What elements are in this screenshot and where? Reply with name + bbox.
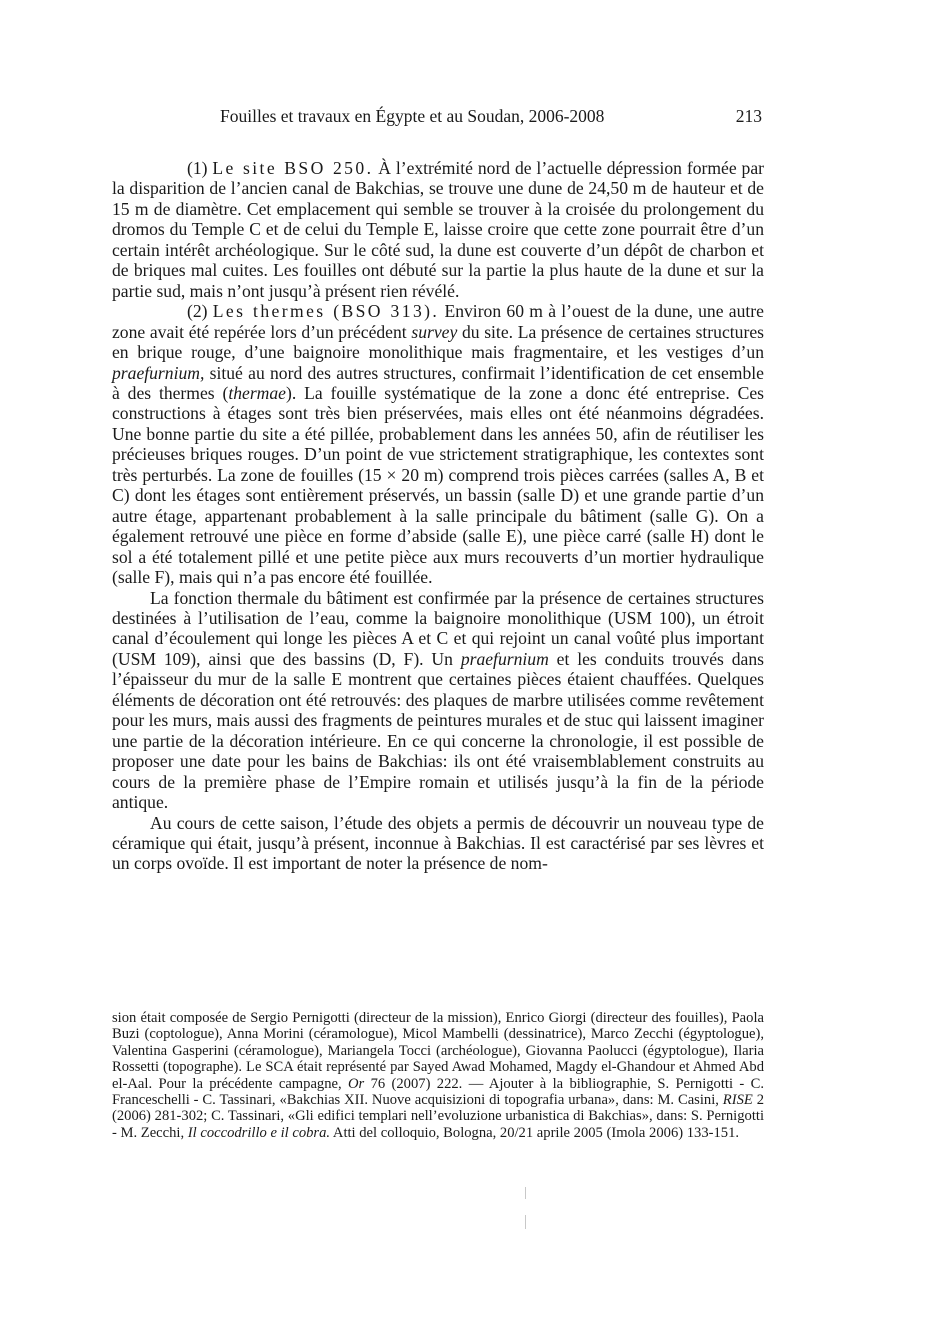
- item-number: (1): [187, 158, 208, 178]
- running-header: [112, 106, 762, 130]
- paragraph-thermes: [112, 301, 764, 587]
- scan-mark: [525, 1187, 526, 1199]
- paragraph-text: du site. La présence de certaines structures en brique rouge, d’une baignoire monolithique mais fragmentaire, et les vestiges d’un: [112, 321, 764, 363]
- paragraph-text: et les conduits trouvés dans l’épaisseur du mur de la salle E montrent que certaines pièces étaient chauffées. Quelques éléments de décoration ont été retrouvés: des plaques de marbre utilisées comme revêtement pour les murs, mais aussi des fragments de peintures murales et de stuc qui laissent imaginer une partie de la décoration intérieure. En ce qui concerne la chronologie, il est possible de proposer une date pour les bains de Bakchias: ils ont été vraisemblablement construits au cours de la première phase de l’Empire romain et utilisés jusqu’à la fin de la période antique.: [112, 648, 764, 813]
- item-number: (2): [187, 301, 208, 322]
- italic-term: Il coccodrillo e il cobra.: [187, 1124, 331, 1141]
- section-heading: Les thermes (BSO 313).: [212, 301, 440, 322]
- italic-term: praefurnium,: [112, 362, 205, 383]
- paragraph-text: situé au nord des autres structures, confirmait l’identification de cet ensemble à des thermes (: [112, 362, 764, 403]
- paragraph-text: Environ 60 m à l’ouest de la dune, une autre zone avait été repérée lors d’un précédent: [112, 301, 764, 342]
- footnote-segment: 2 (2006) 281-302; C. Tassinari, «Gli edifici templari nell’evoluzione urbanistica di Bakchias», dans: S. Pernigotti - M. Zecchi,: [112, 1092, 764, 1141]
- paragraph-text: La fonction thermale du bâtiment est confirmée par la présence de certaines structures destinées à l’utilisation de l’eau, comme la baignoire monolithique (USM 100), un étroit canal d’écoulement qui longe les pièces A et C et qui rejoint un canal voûté plus important (USM 109), ainsi que des bassins (D, F). Un: [112, 587, 764, 669]
- scan-mark: [525, 1215, 526, 1229]
- italic-term: praefurnium: [460, 648, 549, 669]
- footnote-segment: 76 (2007) 222. — Ajouter à la bibliographie, S. Pernigotti - C. Franceschelli - C. Tassinari, «Bakchias XII. Nuove acquisizioni di topografia urbana», dans: M. Casini,: [112, 1075, 764, 1109]
- italic-term: RISE: [722, 1092, 753, 1109]
- paragraph-text: ). La fouille systématique de la zone a donc été entreprise. Ces constructions à étages sont très bien préservées, mais elles ont été néanmoins dégradées. Une bonne partie du site a été pillée, probablement dans les années 50, afin de réutiliser les précieuses briques rouges. D’un point de vue strictement stratigraphique, les contextes sont très perturbés. La zone de fouilles (15 × 20 m) comprend trois pièces carrées (salles A, B et C) dont les étages sont entièrement préservés, un bassin (salle D) et une grande partie d’un autre étage, appartenant probablement à la salle principale du bâtiment (salle G). On a également retrouvé une pièce en forme d’abside (salle E), une pièce carré (salle H) dont le sol a été totalement pillé et une petite pièce aux murs recouverts d’un mortier hydraulique (salle F), mais qui n’a pas encore été fouillée.: [112, 382, 764, 588]
- footnote-text: [112, 1010, 764, 1141]
- running-title: Fouilles et travaux en Égypte et au Soudan, 2006-2008: [220, 106, 605, 126]
- italic-term: Or: [348, 1075, 365, 1092]
- page-number: 213: [735, 106, 762, 126]
- section-heading: Le site BSO 250.: [212, 158, 374, 178]
- paragraph-site-bso-250: [112, 158, 764, 301]
- footnote: [112, 1010, 764, 1141]
- italic-term: survey: [411, 321, 458, 342]
- italic-term: thermae: [228, 382, 286, 403]
- paragraph-ceramique: [112, 813, 764, 874]
- paragraph-text: Au cours de cette saison, l’étude des objets a permis de découvrir un nouveau type de céramique qui était, jusqu’à présent, inconnue à Bakchias. Il est caractérisé par ses lèvres et un corps ovoïde. Il est important de noter la présence de nom-: [112, 812, 764, 874]
- footnote-segment: Atti del colloquio, Bologna, 20/21 aprile 2005 (Imola 2006) 133-151.: [332, 1124, 740, 1141]
- paragraph-text: À l’extrémité nord de l’actuelle dépression formée par la disparition de l’ancien canal de Bakchias, se trouve une dune de 24,50 m de hauteur et de 15 m de diamètre. Cet emplacement qui semble se trouver à la croisée du prolongement du dromos du Temple C et de celui du Temple E, laisse croire que cette zone pourrait être d’un certain intérêt archéologique. Sur le côté sud, la dune est couverte d’un dépôt de charbon et de briques mal cuites. Les fouilles ont débuté sur la partie la plus haute de la dune et sur la partie sud, mais n’ont jusqu’à présent rien révélé.: [112, 158, 764, 301]
- main-text: [112, 158, 764, 874]
- footnote-segment: sion était composée de Sergio Pernigotti (directeur de la mission), Enrico Giorgi (directeur des fouilles), Paola Buzi (coptologue), Anna Morini (céramologue), Micol Mambelli (dessinatrice), Marco Zecchi (égyptologue), Valentina Gasperini (céramologue), Mariangela Tocci (archéologue), Giovanna Paolucci (égyptologue), Ilaria Rossetti (topographe). Le SCA était représenté par Sayed Awad Mohamed, Magdy el-Ghandour et Ahmed Abd el-Aal. Pour la précédente campagne,: [112, 1010, 764, 1092]
- paragraph-fonction-thermale: [112, 588, 764, 813]
